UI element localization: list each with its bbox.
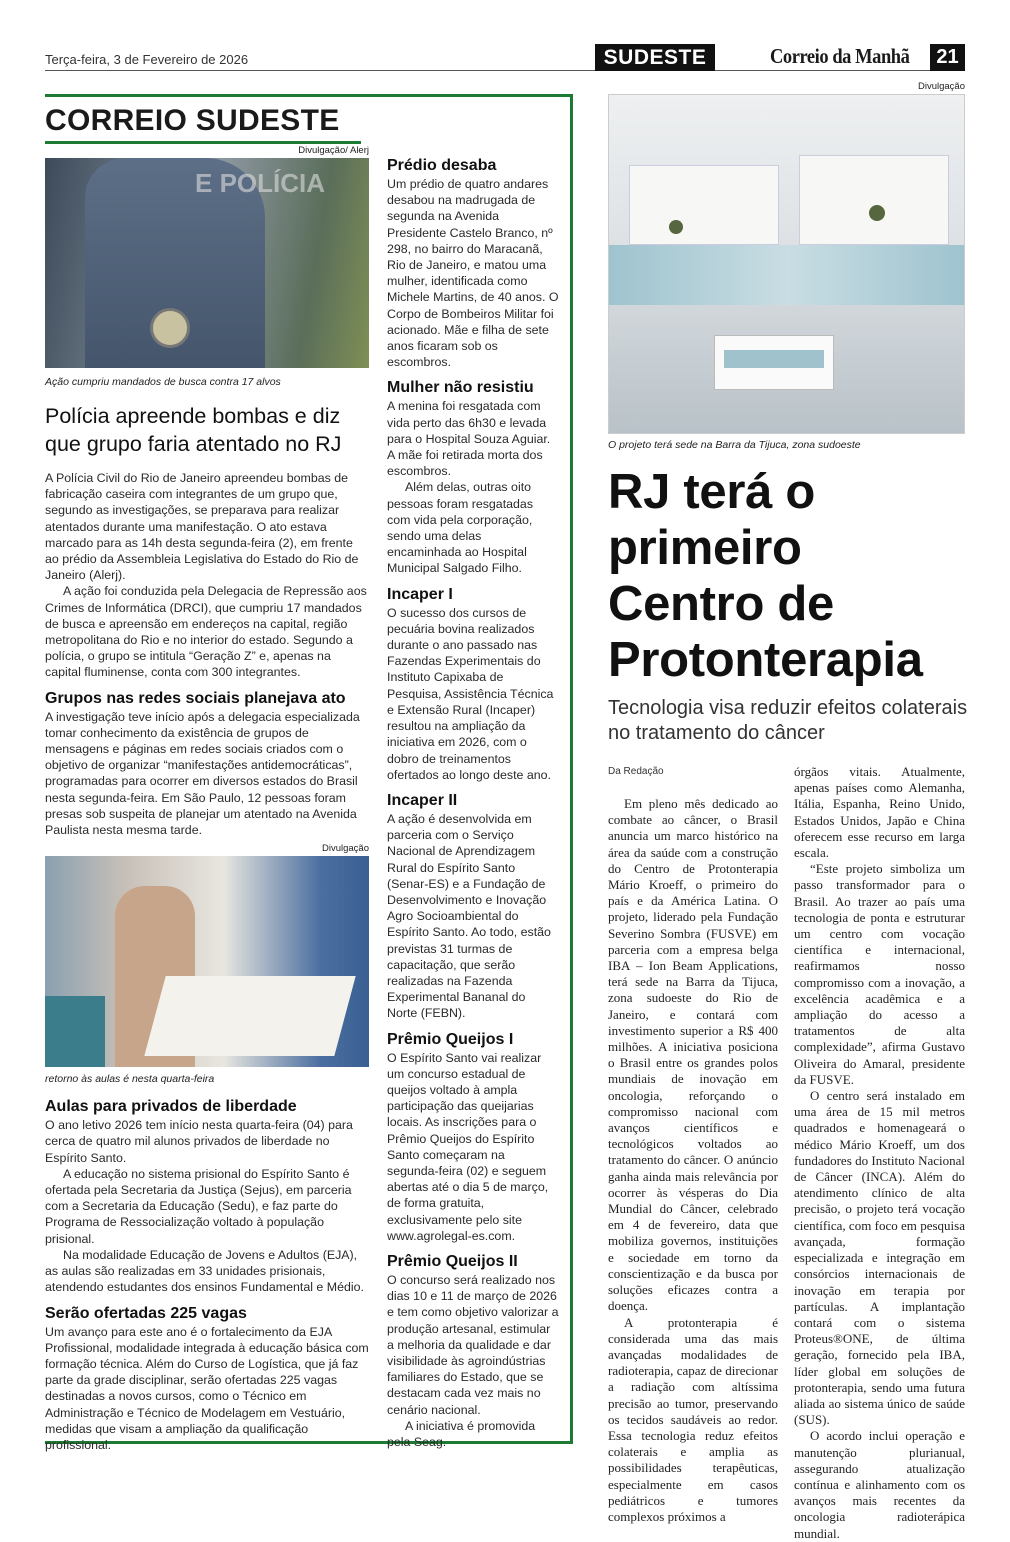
paragraph: O acordo inclui operação e manutenção plurianual, assegurando atualização contínua e alinhamento com os avanços mais recentes da oncologia radioterápica mundial. (794, 1428, 965, 1541)
feature-subheadline: Tecnologia visa reduzir efeitos colaterais no tratamento do câncer (608, 697, 968, 744)
paragraph: A investigação teve início após a delegacia especializada tomar conhecimento da existência de grupos de mensagens e páginas em redes sociais criados com o objetivo de organizar “manifestações antidemocráticas”, programadas para ocorrer em diversos estados do Brasil nesta segunda-feira. Em São Paulo, 12 pessoas foram presas sob suspeita de planejar um atentado na Avenida Paulista nesta mesma tarde. (45, 709, 360, 838)
paragraph: A ação é desenvolvida em parceria com o Serviço Nacional de Aprendizagem Rural do Espírito Santo (Senar-ES) e a Fundação de Desenvolvimento e Inovação Agro Socioambiental do Espírito Santo. Ao todo, estão previstas 31 turmas de capacitação, que serão realizadas na Fazenda Experimental Bananal do Norte (FEBN). (387, 811, 551, 1021)
paragraph: A menina foi resgatada com vida perto das 6h30 e levada para o Hospital Souza Aguiar. A mãe foi retirada morta dos escombros. (387, 399, 551, 479)
title-underline (45, 141, 361, 144)
paragraph: A protonterapia é considerada uma das mais avançadas modalidades de radioterapia, capaz de direcionar a radiação com altíssima precisão ao tumor, preservando os tecidos saudáveis ao redor. Essa tecnologia reduz efeitos colaterais e amplia as possibilidades terapêuticas, especialmente em casos pediátricos e tumores complexos próximos a (608, 1314, 778, 1524)
section-label: SUDESTE (595, 44, 715, 71)
brief-title: Prêmio Queijos I (387, 1030, 514, 1048)
photo-credit: Divulgação (918, 81, 965, 92)
paragraph: O sucesso dos cursos de pecuária bovina realizados durante o ano passado nas Fazendas Experimentais do Instituto Capixaba de Pesquisa, Assistência Técnica e Extensão Rural (Incaper) resultou na ampliação da iniciativa em 2026, com o dobro de treinamentos ofertados ao longo deste ano. (387, 605, 554, 782)
article-headline: Polícia apreende bombas e diz que grupo faria atentado no RJ (45, 404, 342, 456)
middle-column (387, 156, 559, 1450)
paragraph: Um avanço para este ano é o fortalecimento da EJA Profissional, modalidade integrada à educação básica com formação técnica. Além do Curso de Logística, que já faz parte da grade disciplinar, serão ofertadas 225 vagas destinadas a novos cursos, como o Técnico em Administração e Técnico de Modelagem em Vestuário, medidas que visam a ampliação da qualificação profissional. (45, 1324, 369, 1452)
feature-column-1 (608, 796, 778, 1525)
paragraph: O Espírito Santo vai realizar um concurso estadual de queijos voltado à ampla participação das queijarias locais. As inscrições para o Prêmio Queijos do Espírito Santo começaram na segunda-feira (02) e seguem abertas até o dia 5 de março, de forma gratuita, exclusivamente pelo site www.agrolegal-es.com. (387, 1050, 549, 1243)
feature-headline: RJ terá o primeiro Centro de Protonterapia (608, 465, 923, 687)
brief-title: Mulher não resistiu (387, 379, 534, 397)
paragraph: órgãos vitais. Atualmente, apenas países como Alemanha, Itália, Espanha, Reino Unido, Estados Unidos, Japão e China oferecem esse recurso em larga escala. (794, 764, 965, 861)
paragraph: O concurso será realizado nos dias 10 e 11 de março de 2026 e tem como objetivo valorizar a produção artesanal, estimular a melhoria da qualidade e dar visibilidade às agroindústrias familiares do Estado, que se destacam cada vez mais no cenário nacional. (387, 1272, 559, 1417)
paragraph: “Este projeto simboliza um passo transformador para o Brasil. Ao trazer ao país uma tecnologia de ponta e estruturar um centro com vocação científica e internacional, reafirmamos nosso compromisso com a inovação, a excelência acadêmica e a ampliação do acesso a tratamentos de alta complexidade”, afirma Gustavo Oliveira do Amaral, presidente da FUSVE. (794, 861, 965, 1087)
photo-caption: O projeto terá sede na Barra da Tijuca, zona sudoeste (608, 439, 861, 451)
brief-title: Incaper II (387, 791, 458, 809)
paragraph: A educação no sistema prisional do Espírito Santo é ofertada pela Secretaria da Justiça (Sejus), em parceria com a Secretaria da Educação (Sedu), e faz parte do Programa de Ressocialização voltado à população prisional. (45, 1166, 352, 1246)
paragraph: A Polícia Civil do Rio de Janeiro apreendeu bombas de fabricação caseira com integrantes de um grupo que, segundo as investigações, se preparava para realizar atentados durante uma manifestação. O ato estava marcado para as 14h desta segunda-feira (2), em frente ao prédio da Assembleia Legislativa do Estado do Rio de Janeiro (Alerj). (45, 471, 359, 583)
architecture-model-photo (608, 94, 965, 434)
classroom-photo (45, 856, 369, 1067)
box-border-top (45, 94, 573, 97)
byline: Da Redação (608, 766, 664, 777)
paragraph: O ano letivo 2026 tem início nesta quarta-feira (04) para cerca de quatro mil alunos privados de liberdade no Espírito Santo. (45, 1118, 353, 1165)
issue-date: Terça-feira, 3 de Fevereiro de 2026 (45, 52, 249, 67)
page-number: 21 (930, 44, 965, 71)
paragraph: A iniciativa é promovida pela Seag. (387, 1418, 536, 1450)
box-title: CORREIO SUDESTE (45, 104, 340, 137)
paragraph: Em pleno mês dedicado ao combate ao câncer, o Brasil anuncia um marco histórico na área da saúde com a construção do Centro de Protonterapia Mário Kroeff, o primeiro do país e da América Latina. O projeto, liderado pela Fundação Severino Sombra (FUSVE) em parceria com a empresa belga IBA – Ion Beam Applications, terá sede na Barra da Tijuca, zona sudoeste do Rio de Janeiro, e contará com investimento superior a R$ 400 milhões. A iniciativa posiciona o Brasil entre os grandes polos mundiais de inovação em oncologia, reforçando o compromisso nacional com avanços científicos e tecnológicos voltados ao tratamento do câncer. O anúncio ganha ainda mais relevância por ocorrer às vésperas do Dia Mundial do Câncer, celebrado em 4 de fevereiro, data que mobiliza governos, instituições e sociedade em torno da conscientização e da busca por soluções eficazes contra a doença. (608, 796, 778, 1314)
police-photo: E POLÍCIA (45, 158, 369, 368)
paragraph: Além delas, outras oito pessoas foram resgatadas com vida pela corporação, sendo uma delas encaminhada ao Hospital Municipal Salgado Filho. (387, 480, 534, 576)
header-rule (45, 70, 965, 71)
photo-credit: Divulgação (322, 843, 369, 855)
brief-title: Prêmio Queijos II (387, 1252, 518, 1270)
paragraph: A ação foi conduzida pela Delegacia de Repressão aos Crimes de Informática (DRCI), que cumpriu 17 mandados de busca e apreensão em endereços na capital, região metropolitana do Rio e no interior do estado. Segundo a polícia, o grupo se intitula “Geração Z” e, apenas na capital fluminense, conta com 300 integrantes. (45, 584, 367, 680)
paragraph: Um prédio de quatro andares desabou na madrugada de segunda na Avenida Presidente Castelo Branco, nº 298, no bairro do Maracanã, Rio de Janeiro, e matou uma mulher, identificada como Michele Martins, de 40 anos. O Corpo de Bombeiros Militar foi acionado. Mãe e filha de sete anos ficaram sob os escombros. (387, 177, 559, 370)
feature-column-2 (794, 764, 965, 1542)
subheading: Serão ofertadas 225 vagas (45, 1304, 247, 1322)
photo-credit: Divulgação/ Alerj (298, 145, 369, 156)
subheading: Grupos nas redes sociais planejava ato (45, 689, 346, 707)
box-border-right (570, 94, 573, 1444)
paragraph: O centro será instalado em uma área de 15 mil metros quadrados e homenageará o médico Mário Kroeff, um dos fundadores do Instituto Nacional de Câncer (INCA). Além do atendimento clínico de alta precisão, o projeto terá vocação científica, com foco em pesquisa avançada, formação especializada e integração em consórcios internacionais de inovação em terapia por partículas. A implantação contará com o sistema Proteus®ONE, de última geração, fornecido pela IBA, líder global em soluções de protonterapia, sendo uma futura aliada ao sistema único de saúde (SUS). (794, 1088, 965, 1428)
left-column (45, 145, 369, 1453)
brief-title: Prédio desaba (387, 157, 497, 174)
photo-caption: Ação cumpriu mandados de busca contra 17 alvos (45, 376, 281, 388)
brief-title: Incaper I (387, 585, 453, 603)
subheading: Aulas para privados de liberdade (45, 1098, 297, 1116)
photo-caption: retorno às aulas é nesta quarta-feira (45, 1073, 215, 1086)
paragraph: Na modalidade Educação de Jovens e Adultos (EJA), as aulas são realizadas em 33 unidades prisionais, atendendo estudantes dos ensinos Fundamental e Médio. (45, 1247, 364, 1295)
newspaper-logo: Correio da Manhã (770, 44, 910, 68)
